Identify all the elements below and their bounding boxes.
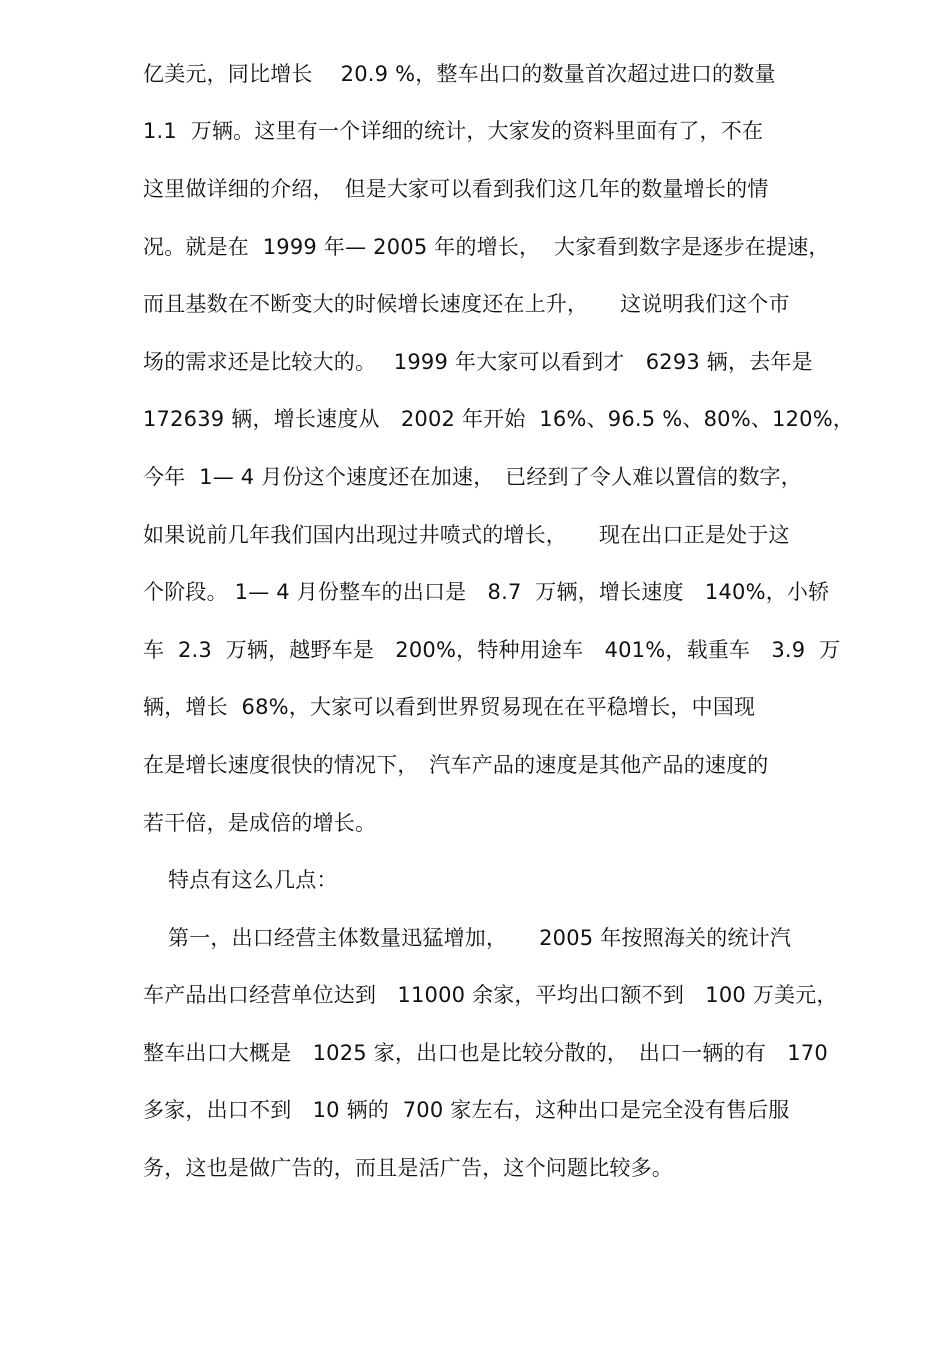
text-line: 而且基数在不断变大的时候增长速度还在上升， 这说明我们这个市 — [143, 292, 790, 316]
text-line: 辆，增长 68%，大家可以看到世界贸易现在在平稳增长，中国现 — [143, 695, 756, 719]
text-line: 若干倍，是成倍的增长。 — [143, 811, 377, 835]
text-line: 车 2.3 万辆，越野车是 200%，特种用途车 401%，载重车 3.9 万 — [143, 638, 841, 662]
text-line: 亿美元，同比增长 20.9 %，整车出口的数量首次超过进口的数量 — [143, 62, 776, 86]
text-line: 1.1 万辆。这里有一个详细的统计，大家发的资料里面有了，不在 — [143, 119, 764, 143]
text-line: 多家，出口不到 10 辆的 700 家左右，这种出口是完全没有售后服 — [143, 1098, 790, 1122]
text-line: 场的需求还是比较大的。 1999 年大家可以看到才 6293 辆，去年是 — [143, 350, 813, 374]
text-line: 务，这也是做广告的，而且是活广告，这个问题比较多。 — [143, 1156, 673, 1180]
text-line: 个阶段。 1— 4 月份整车的出口是 8.7 万辆，增长速度 140%，小轿 — [143, 580, 830, 604]
text-line: 车产品出口经营单位达到 11000 余家，平均出口额不到 100 万美元， — [143, 983, 838, 1007]
text-line: 今年 1— 4 月份这个速度还在加速， 已经到了令人难以置信的数字， — [143, 465, 802, 489]
text-line: 况。就是在 1999 年— 2005 年的增长， 大家看到数字是逐步在提速， — [143, 235, 830, 259]
text-line: 172639 辆，增长速度从 2002 年开始 16%、96.5 %、80%、120%， — [143, 407, 855, 431]
text-line: 第一，出口经营主体数量迅猛增加， 2005 年按照海关的统计汽 — [168, 926, 792, 950]
text-line: 如果说前几年我们国内出现过井喷式的增长， 现在出口正是处于这 — [143, 523, 790, 547]
text-line: 在是增长速度很快的情况下， 汽车产品的速度是其他产品的速度的 — [143, 753, 769, 777]
text-line: 整车出口大概是 1025 家，出口也是比较分散的， 出口一辆的有 170 — [143, 1041, 828, 1065]
text-line: 这里做详细的介绍， 但是大家可以看到我们这几年的数量增长的情 — [143, 177, 769, 201]
section-heading: 特点有这么几点： — [168, 868, 338, 892]
